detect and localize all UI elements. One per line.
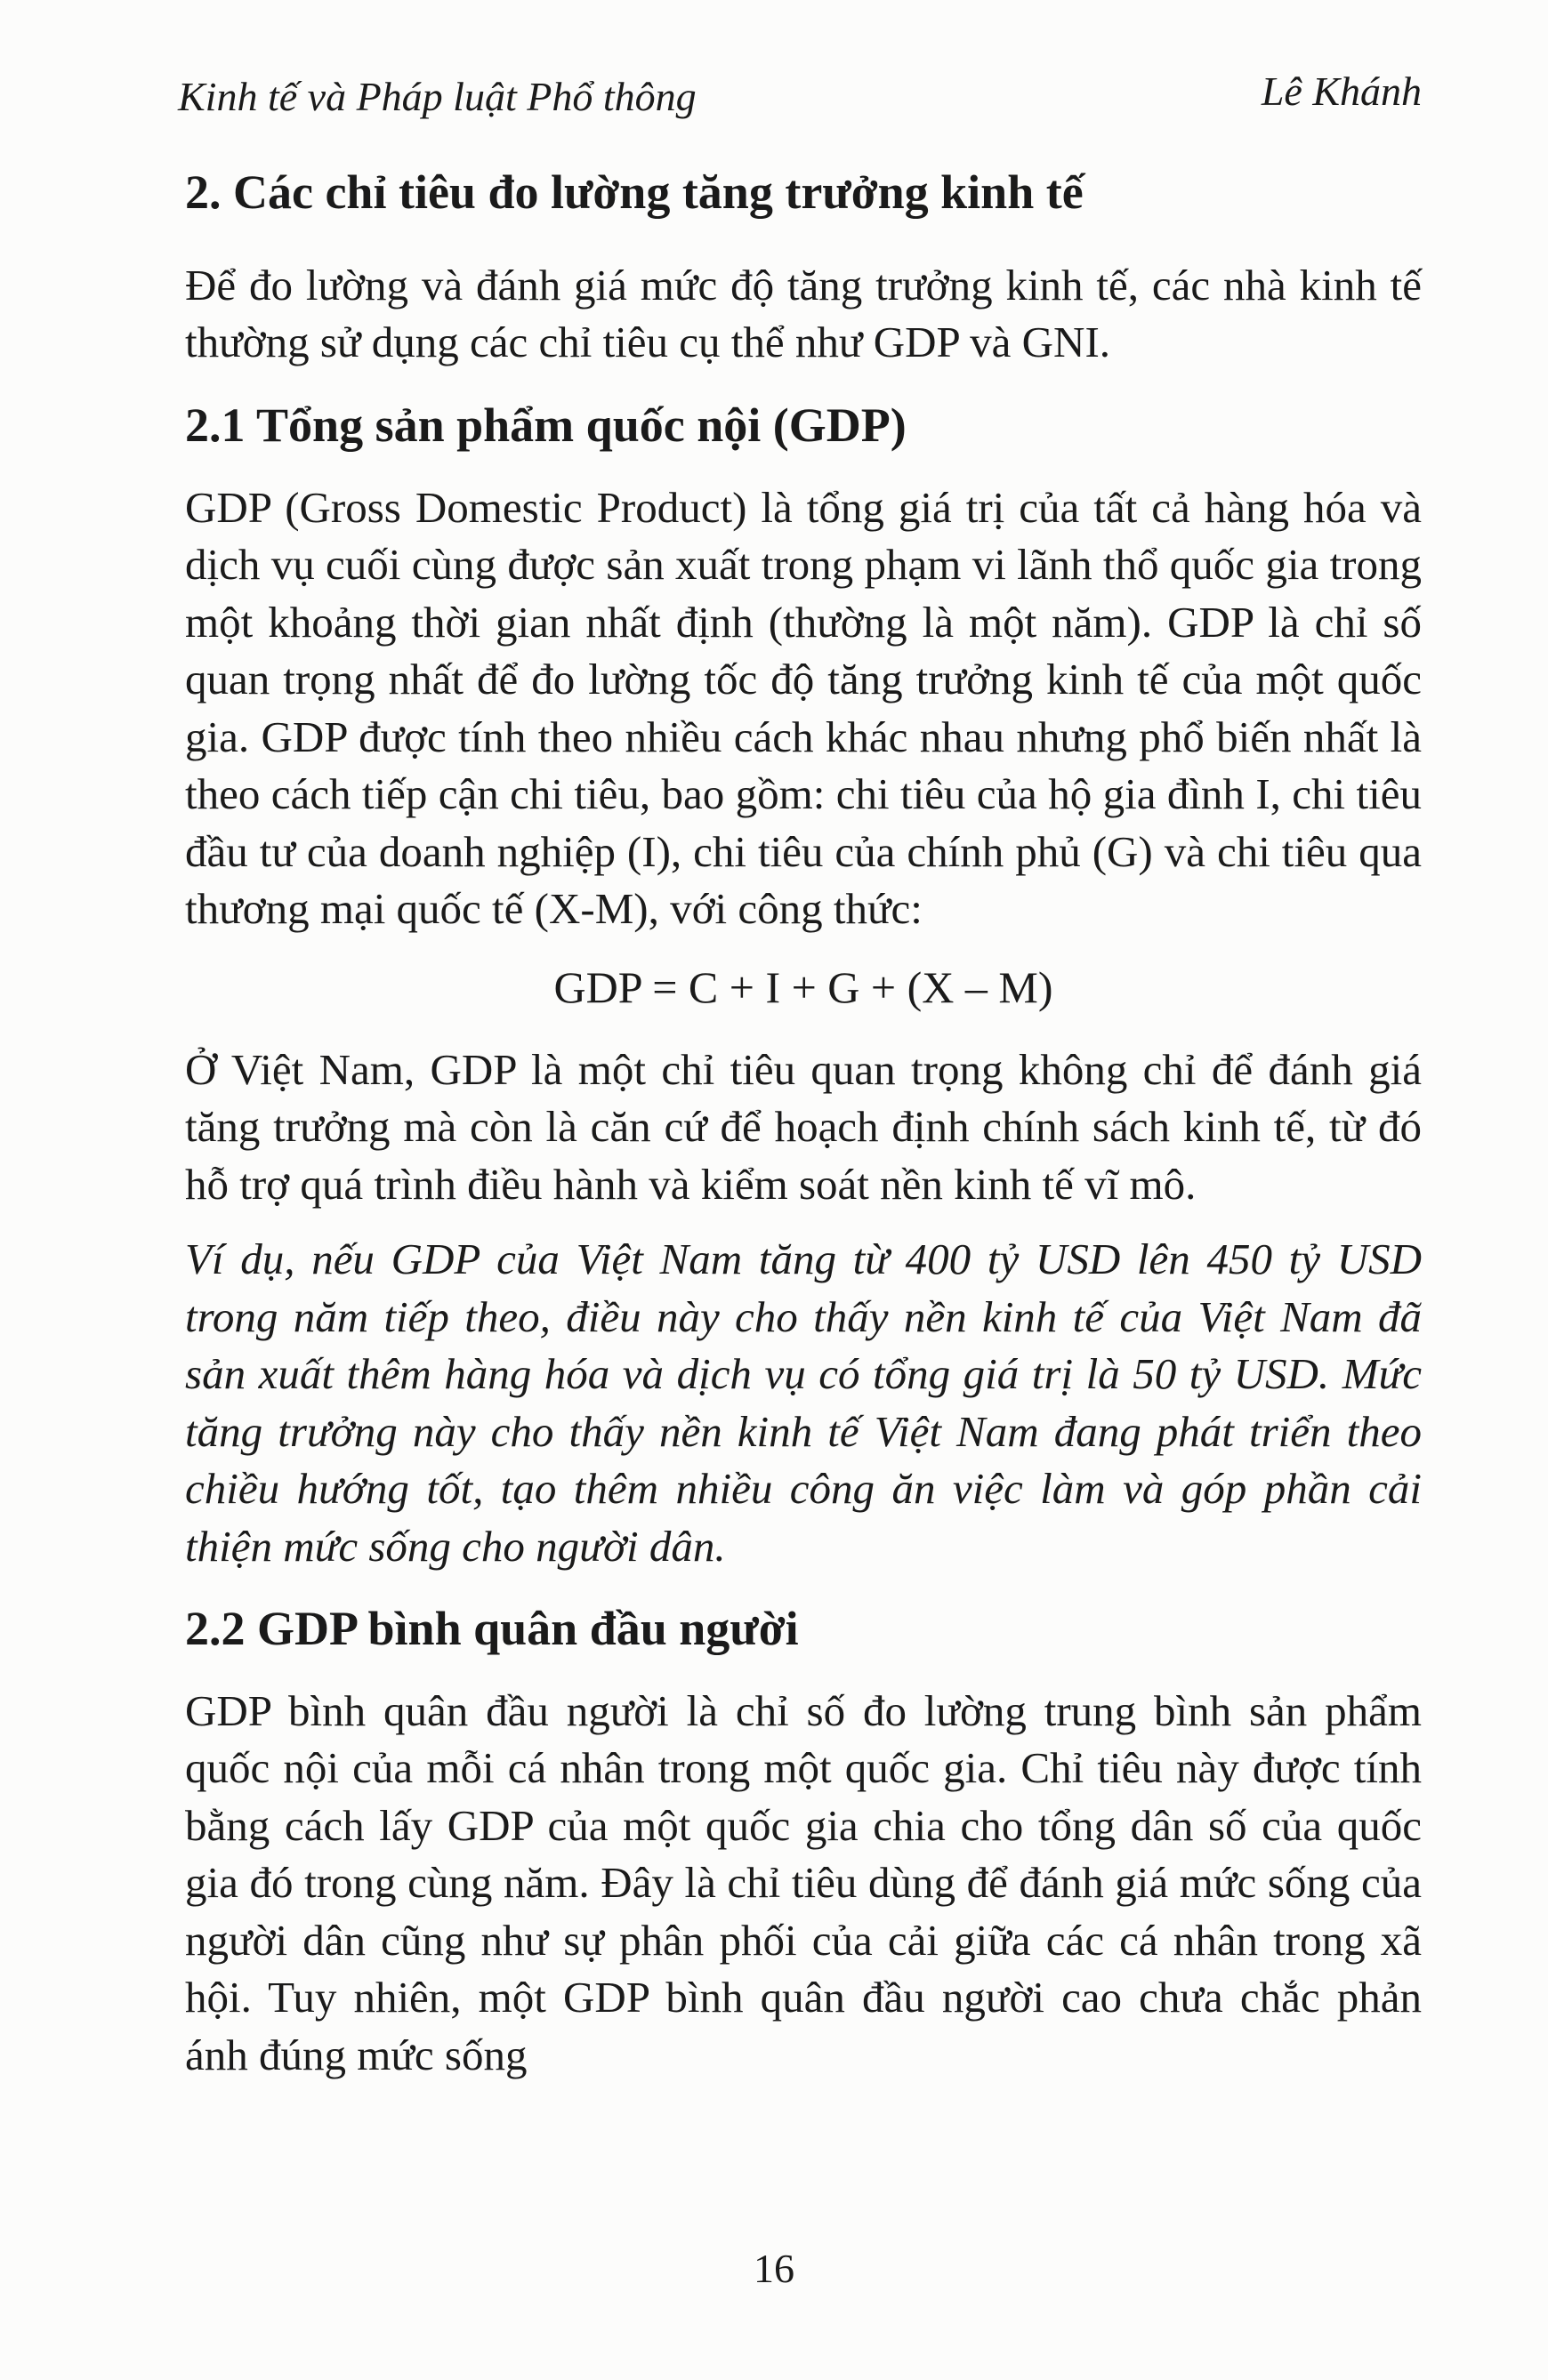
gdp-per-capita-paragraph: GDP bình quân đầu người là chỉ số đo lường trung bình sản phẩm quốc nội của mỗi cá nhân trong một quốc gia. Chỉ tiêu này được tính bằng cách lấy GDP của một quốc gia chia cho tổng dân số của quốc gia đó trong cùng năm. Đây là chỉ tiêu dùng để đánh giá mức sống của người dân cũng như sự phân phối của cải giữa các cá nhân trong xã hội. Tuy nhiên, một GDP bình quân đầu người cao chưa chắc phản ánh đúng mức sống: [185, 1685, 1422, 2079]
section-heading-2-2: 2.2 GDP bình quân đầu người: [185, 1602, 799, 1656]
page-body: [185, 162, 1422, 2102]
running-header-author: Lê Khánh: [1261, 68, 1422, 114]
gdp-example-paragraph: Ví dụ, nếu GDP của Việt Nam tăng từ 400 tỷ USD lên 450 tỷ USD trong năm tiếp theo, điều này cho thấy nền kinh tế của Việt Nam đã sản xuất thêm hàng hóa và dịch vụ có tổng giá trị là 50 tỷ USD. Mức tăng trưởng này cho thấy nền kinh tế Việt Nam đang phát triển theo chiều hướng tốt, tạo thêm nhiều công ăn việc làm và góp phần cải thiện mức sống cho người dân.: [185, 1234, 1422, 1571]
gdp-vietnam-paragraph: Ở Việt Nam, GDP là một chỉ tiêu quan trọng không chỉ để đánh giá tăng trưởng mà còn là căn cứ để hoạch định chính sách kinh tế, từ đó hỗ trợ quá trình điều hành và kiểm soát nền kinh tế vĩ mô.: [185, 1044, 1422, 1209]
section-heading-2-1: 2.1 Tổng sản phẩm quốc nội (GDP): [185, 398, 907, 452]
section-heading-2: 2. Các chỉ tiêu đo lường tăng trưởng kinh tế: [185, 165, 1084, 219]
gdp-definition-paragraph: GDP (Gross Domestic Product) là tổng giá trị của tất cả hàng hóa và dịch vụ cuối cùng được sản xuất trong phạm vi lãnh thổ quốc gia trong một khoảng thời gian nhất định (thường là một năm). GDP là chỉ số quan trọng nhất để đo lường tốc độ tăng trưởng kinh tế của một quốc gia. GDP được tính theo nhiều cách khác nhau nhưng phổ biến nhất là theo cách tiếp cận chi tiêu, bao gồm: chi tiêu của hộ gia đình I, chi tiêu đầu tư của doanh nghiệp (I), chi tiêu của chính phủ (G) và chi tiêu qua thương mại quốc tế (X-M), với công thức:: [185, 482, 1422, 934]
section-2-intro: Để đo lường và đánh giá mức độ tăng trưởng kinh tế, các nhà kinh tế thường sử dụng các chỉ tiêu cụ thể như GDP và GNI.: [185, 260, 1422, 367]
page-number: 16: [754, 2246, 794, 2291]
running-header-title: Kinh tế và Pháp luật Phổ thông: [178, 74, 697, 119]
gdp-formula: GDP = C + I + G + (X – M): [553, 961, 1053, 1012]
